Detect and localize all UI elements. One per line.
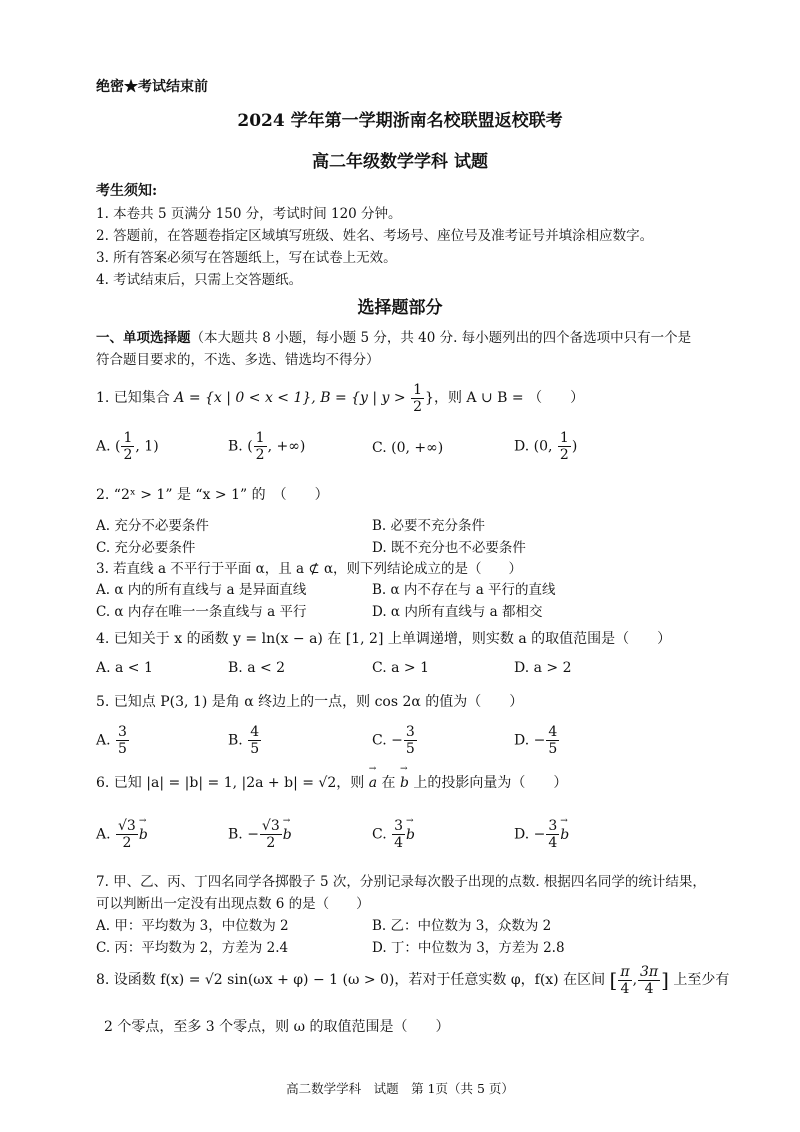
q4-option-b[interactable]: B. a < 2 — [228, 660, 286, 676]
page-footer: 高二数学学科 试题 第 1页（共 5 页） — [286, 1081, 514, 1096]
q7-option-a[interactable]: A. 甲：平均数为 3，中位数为 2 — [96, 918, 289, 934]
q6-option-c[interactable]: C. $\frac{3}{4}$ → b — [372, 818, 415, 851]
q3-option-b[interactable]: B. α 内不存在与 a 平行的直线 — [372, 582, 556, 598]
q4-option-d[interactable]: D. a > 2 — [514, 660, 572, 676]
secret-label: 绝密★考试结束前 — [96, 79, 208, 95]
q2-option-d[interactable]: D. 既不充分也不必要条件 — [372, 540, 526, 556]
notice-item-2: 2. 答题前，在答题卷指定区域填写班级、姓名、考场号、座位号及准考证号并填涂相应数字。 — [96, 228, 654, 244]
q6-option-d[interactable]: D. − $\frac{3}{4}$ → b — [514, 818, 569, 851]
question-8-stem: 8. 设函数 f(x) = √2 sin(ωx + φ) − 1 (ω > 0)，若对于任意实数 φ，f(x) 在区间 [ $\frac{\pi}{4}$ , $\frac{3\pi}{4}$ ] 上至少有 — [96, 963, 730, 997]
q6-stem-post: 上的投影向量为（ ） — [408, 775, 568, 791]
q2-option-b[interactable]: B. 必要不充分条件 — [372, 518, 486, 534]
q5-option-b[interactable]: B. $\frac{4}{5}$ — [228, 724, 260, 757]
q6-option-a[interactable]: A. $\frac{√3}{2}$ → b — [96, 818, 148, 851]
notice-item-1: 1. 本卷共 5 页满分 150 分，考试时间 120 分钟。 — [96, 206, 402, 222]
q1-suffix: ，则 A ∪ B = （ ） — [433, 390, 585, 406]
part-desc-line-2: 符合题目要求的，不选、多选、错选均不得分） — [96, 352, 380, 368]
question-5-stem: 5. 已知点 P(3, 1) 是角 α 终边上的一点，则 cos 2α 的值为（ ） — [96, 694, 524, 710]
q8-stem-pre: 8. 设函数 f(x) = √2 sin(ωx + φ) − 1 (ω > 0)，若对于任意实数 φ，f(x) 在区间 — [96, 972, 610, 988]
q6-option-b[interactable]: B. − $\frac{√3}{2}$ → b — [228, 818, 292, 851]
question-3-stem: 3. 若直线 a 不平行于平面 α，且 a ⊄ α，则下列结论成立的是（ ） — [96, 561, 523, 577]
q5-option-a[interactable]: A. $\frac{3}{5}$ — [96, 724, 127, 757]
q1-prefix: 1. 已知集合 — [96, 390, 175, 406]
q4-option-a[interactable]: A. a < 1 — [96, 660, 153, 676]
q5-option-d[interactable]: D. − $\frac{4}{5}$ — [514, 724, 558, 757]
q1-option-b[interactable]: B. ( $\frac{1}{2}$ , +∞) — [228, 430, 306, 463]
question-7-stem-line-2: 可以判断出一定没有出现点数 6 的是（ ） — [96, 896, 370, 912]
q6-vector-b: → b — [400, 775, 409, 791]
q6-stem-pre: 6. 已知 |a| = |b| = 1, |2a + b| = √2，则 — [96, 775, 369, 791]
notice-item-3: 3. 所有答案必须写在答题纸上，写在试卷上无效。 — [96, 250, 397, 266]
q4-option-c[interactable]: C. a > 1 — [372, 660, 429, 676]
part-description — [96, 326, 691, 346]
question-7-stem-line-1: 7. 甲、乙、丙、丁四名同学各掷骰子 5 次，分别记录每次骰子出现的点数. 根据四名同学的统计结果， — [96, 874, 706, 890]
q1-set-b-pre: {y | y > — [351, 390, 411, 406]
q2-option-a[interactable]: A. 充分不必要条件 — [96, 518, 209, 534]
q1-option-c[interactable]: C. (0, +∞) — [372, 440, 444, 456]
q1-half-fraction: $\frac{1}{2}$ — [413, 381, 423, 415]
question-8-stem-line-2: 2 个零点，至多 3 个零点，则 ω 的取值范围是（ ） — [104, 1019, 450, 1035]
q1-option-a[interactable]: A. ( $\frac{1}{2}$ , 1) — [96, 430, 159, 463]
question-4-stem: 4. 已知关于 x 的函数 y = ln(x − a) 在 [1, 2] 上单调递增，则实数 a 的取值范围是（ ） — [96, 631, 672, 647]
q5-option-c[interactable]: C. − $\frac{3}{5}$ — [372, 724, 415, 757]
q1-set-a: A = {x | 0 < x < 1}, B = — [174, 390, 352, 406]
notice-heading: 考生须知: — [96, 183, 158, 199]
notice-item-4: 4. 考试结束后，只需上交答题纸。 — [96, 272, 303, 288]
part-desc-line-1: （本大题共 8 小题，每小题 5 分，共 40 分. 每小题列出的四个备选项中只有一个是 — [190, 330, 692, 346]
q8-stem-post: 上至少有 — [668, 972, 730, 988]
q1-set-b-post: } — [425, 390, 434, 406]
exam-subtitle: 高二年级数学学科 试题 — [312, 152, 488, 172]
q3-option-a[interactable]: A. α 内的所有直线与 a 是异面直线 — [96, 582, 307, 598]
q2-option-c[interactable]: C. 充分必要条件 — [96, 540, 196, 556]
q7-option-b[interactable]: B. 乙：中位数为 3，众数为 2 — [372, 918, 552, 934]
q1-option-d[interactable]: D. (0, $\frac{1}{2}$ ) — [514, 430, 578, 463]
part-heading: 一、单项选择题 — [96, 330, 191, 346]
section-title: 选择题部分 — [357, 298, 443, 318]
q3-option-d[interactable]: D. α 内所有直线与 a 都相交 — [372, 604, 543, 620]
q7-option-c[interactable]: C. 丙：平均数为 2，方差为 2.4 — [96, 940, 289, 956]
q3-option-c[interactable]: C. α 内存在唯一一条直线与 a 平行 — [96, 604, 307, 620]
question-6-stem — [96, 772, 567, 792]
q7-option-d[interactable]: D. 丁：中位数为 3，方差为 2.8 — [372, 940, 565, 956]
q6-vector-a: → a — [369, 775, 377, 791]
question-1-stem — [96, 380, 584, 416]
q6-stem-mid: 在 — [377, 775, 400, 791]
exam-title: 2024 学年第一学期浙南名校联盟返校联考 — [237, 111, 563, 131]
question-2-stem: 2. “2ˣ > 1” 是 “x > 1” 的 （ ） — [96, 487, 329, 503]
